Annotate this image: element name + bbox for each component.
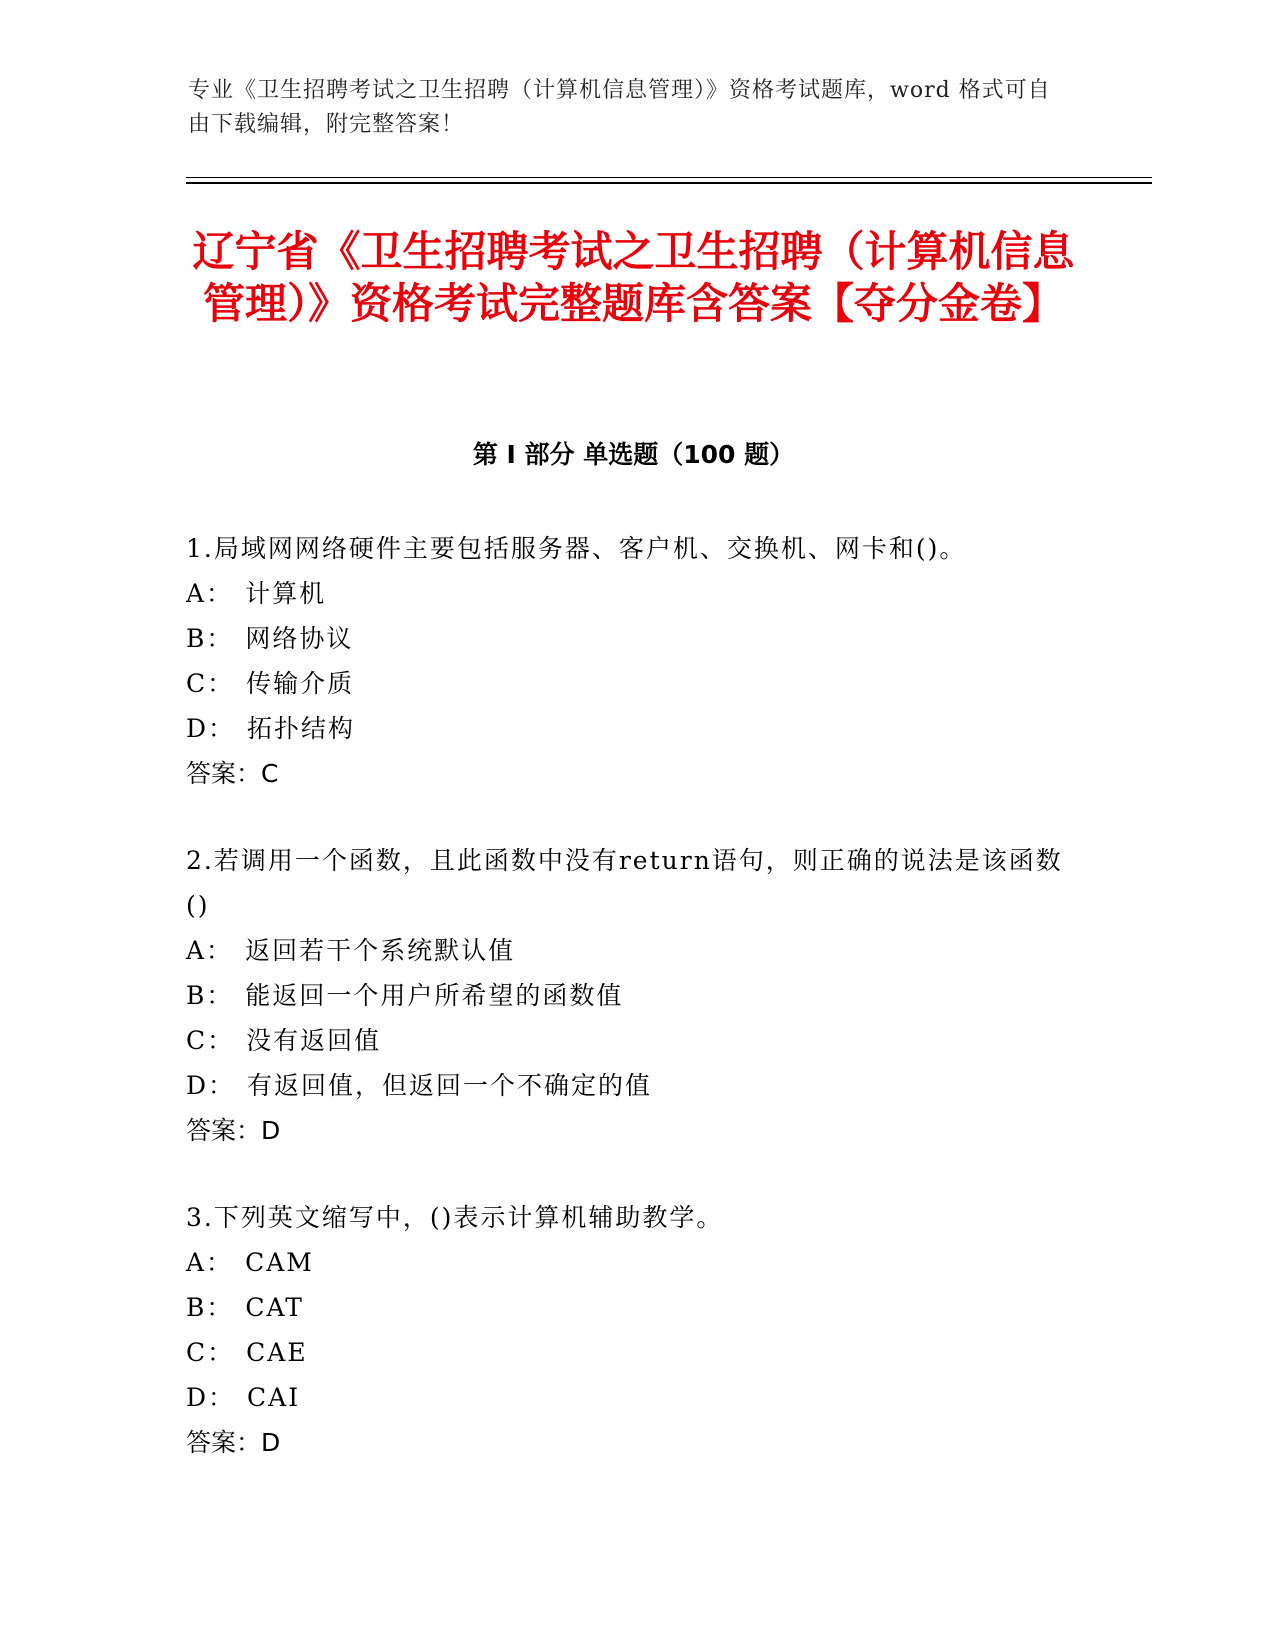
option-label: C：: [186, 669, 235, 698]
option-d: [186, 706, 1086, 751]
option-a: [186, 1240, 1086, 1285]
option-b: [186, 1285, 1086, 1330]
option-label: B：: [186, 1293, 234, 1322]
option-d: [186, 1063, 1086, 1108]
question-stem: 2.若调用一个函数，且此函数中没有return语句，则正确的说法是该函数(): [186, 846, 1063, 920]
option-label: D：: [186, 714, 236, 743]
option-b: [186, 616, 1086, 661]
question-3: [186, 1195, 1086, 1465]
section-title: 第 I 部分 单选题（100 题）: [472, 440, 795, 469]
option-label: A：: [186, 1248, 234, 1277]
option-c: [186, 661, 1086, 706]
option-text: 拓扑结构: [247, 714, 356, 743]
question-list: [186, 526, 1086, 1507]
question-2: [186, 838, 1086, 1153]
option-label: A：: [186, 579, 234, 608]
option-d: [186, 1375, 1086, 1420]
option-text: 能返回一个用户所希望的函数值: [245, 981, 624, 1010]
answer-line: 答案：D: [186, 1116, 281, 1145]
option-text: 有返回值，但返回一个不确定的值: [247, 1071, 653, 1100]
document-title: 辽宁省《卫生招聘考试之卫生招聘（计算机信息管理）》资格考试完整题库含答案【夺分金卷】: [192, 227, 1075, 328]
option-label: C：: [186, 1026, 235, 1055]
option-label: A：: [186, 936, 234, 965]
question-stem: 3.下列英文缩写中，()表示计算机辅助教学。: [186, 1203, 724, 1232]
option-label: D：: [186, 1383, 236, 1412]
question-1: [186, 526, 1086, 796]
header-rule-thick: [186, 182, 1152, 184]
option-text: 网络协议: [245, 624, 354, 653]
option-a: [186, 928, 1086, 973]
option-b: [186, 973, 1086, 1018]
option-text: 返回若干个系统默认值: [245, 936, 516, 965]
option-text: CAI: [247, 1383, 301, 1412]
header-note: 专业《卫生招聘考试之卫生招聘（计算机信息管理）》资格考试题库，word 格式可自由下载编辑，附完整答案！: [188, 78, 1051, 137]
option-text: CAT: [245, 1293, 304, 1322]
option-text: 传输介质: [246, 669, 355, 698]
option-c: [186, 1330, 1086, 1375]
option-text: 没有返回值: [246, 1026, 382, 1055]
option-text: CAM: [245, 1248, 314, 1277]
option-label: B：: [186, 981, 234, 1010]
question-stem: 1.局域网网络硬件主要包括服务器、客户机、交换机、网卡和()。: [186, 534, 967, 563]
option-label: B：: [186, 624, 234, 653]
option-c: [186, 1018, 1086, 1063]
option-text: CAE: [246, 1338, 308, 1367]
answer-line: 答案：D: [186, 1428, 281, 1457]
header-rule-thin: [186, 177, 1152, 178]
option-text: 计算机: [245, 579, 327, 608]
answer-line: 答案：C: [186, 759, 279, 788]
option-a: [186, 571, 1086, 616]
option-label: D：: [186, 1071, 236, 1100]
option-label: C：: [186, 1338, 235, 1367]
